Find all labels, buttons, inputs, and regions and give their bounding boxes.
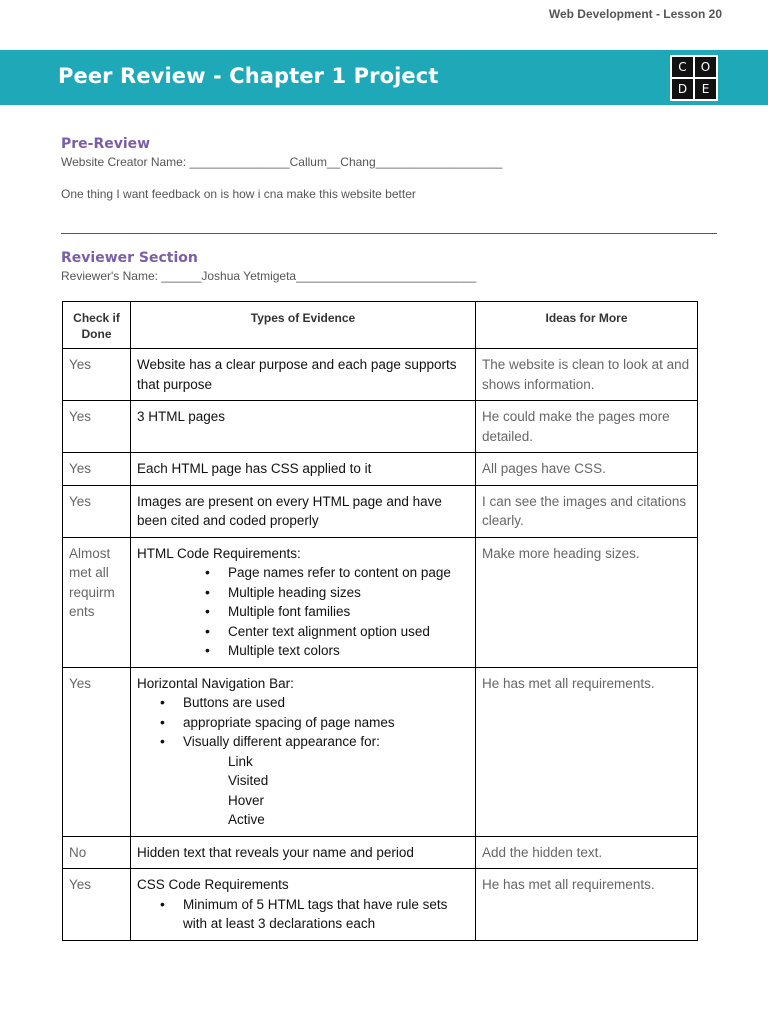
logo-letter: E — [695, 79, 716, 99]
reviewer-name-line: Reviewer's Name: ______Joshua Yetmigeta___________________________ — [61, 269, 477, 283]
divider — [61, 233, 717, 234]
bullet-item: • Multiple font families — [228, 602, 469, 622]
ideas-cell: All pages have CSS. — [476, 453, 698, 486]
evidence-cell: Images are present on every HTML page and have been cited and coded properly — [131, 485, 476, 537]
sub-item: Hover — [228, 792, 265, 808]
title-banner — [0, 50, 768, 105]
table-row — [63, 453, 698, 486]
check-cell: Yes — [63, 667, 131, 836]
feedback-line: One thing I want feedback on is how i cna make this website better — [61, 187, 416, 201]
header-ideas: Ideas for More — [476, 302, 698, 349]
pre-review-heading: Pre-Review — [61, 136, 151, 152]
table-row — [63, 401, 698, 453]
table-row — [63, 836, 698, 869]
check-cell: Yes — [63, 869, 131, 941]
table-row — [63, 667, 698, 836]
logo-letter: O — [695, 57, 716, 77]
reviewer-heading: Reviewer Section — [61, 250, 198, 266]
evidence-heading: CSS Code Requirements — [137, 877, 289, 892]
sub-item: Visited — [228, 773, 269, 788]
lesson-label: Web Development - Lesson 20 — [548, 7, 722, 21]
check-cell: Yes — [63, 401, 131, 453]
evidence-cell: 3 HTML pages — [131, 401, 476, 453]
evidence-heading: Horizontal Navigation Bar: — [137, 675, 294, 691]
bullet-item: • Multiple heading sizes — [228, 583, 469, 603]
bullet-list — [137, 895, 469, 934]
check-cell: No — [63, 836, 131, 869]
ideas-cell: The website is clean to look at and shows information. — [476, 349, 698, 401]
code-logo — [670, 55, 718, 101]
evidence-cell: Hidden text that reveals your name and period — [131, 836, 476, 869]
bullet-item: • Multiple text colors — [228, 641, 469, 661]
ideas-cell: Add the hidden text. — [476, 836, 698, 869]
ideas-cell: Make more heading sizes. — [476, 537, 698, 667]
sub-item: Active — [228, 812, 265, 827]
table-row — [63, 349, 698, 401]
bullet-item: • Center text alignment option used — [228, 622, 469, 642]
header-check: Check if Done — [63, 302, 131, 349]
evidence-cell — [131, 667, 476, 836]
table-row — [63, 537, 698, 667]
logo-letter: C — [672, 57, 693, 77]
check-cell: Yes — [63, 485, 131, 537]
bullet-item: • appropriate spacing of page names — [183, 713, 469, 733]
evidence-cell: Website has a clear purpose and each page supports that purpose — [131, 349, 476, 401]
bullet-item: • Page names refer to content on page — [228, 563, 469, 583]
ideas-cell: He has met all requirements. — [476, 869, 698, 941]
check-cell: Yes — [63, 453, 131, 486]
sub-item: Link — [228, 753, 253, 769]
bullet-list — [137, 693, 469, 752]
evidence-heading: HTML Code Requirements: — [137, 545, 301, 561]
check-cell: Yes — [63, 349, 131, 401]
evidence-cell — [131, 869, 476, 941]
table-row — [63, 485, 698, 537]
check-cell: Almost met all requirm ents — [63, 537, 131, 667]
bullet-item: • Visually different appearance for: — [183, 732, 469, 752]
review-table — [62, 301, 698, 941]
table-header-row — [63, 302, 698, 349]
logo-letter: D — [672, 79, 693, 99]
ideas-cell: I can see the images and citations clearly. — [476, 485, 698, 537]
bullet-item: • Buttons are used — [183, 693, 469, 713]
evidence-cell — [131, 537, 476, 667]
evidence-cell: Each HTML page has CSS applied to it — [131, 453, 476, 486]
page-title: Peer Review - Chapter 1 Project — [58, 64, 439, 88]
header-evidence: Types of Evidence — [131, 302, 476, 349]
creator-name-line: Website Creator Name: _______________Callum__Chang___________________ — [61, 155, 503, 169]
table-row — [63, 869, 698, 941]
bullet-list — [137, 563, 469, 661]
ideas-cell: He could make the pages more detailed. — [476, 401, 698, 453]
bullet-item: • Minimum of 5 HTML tags that have rule sets with at least 3 declarations each — [183, 895, 469, 934]
ideas-cell: He has met all requirements. — [476, 667, 698, 836]
